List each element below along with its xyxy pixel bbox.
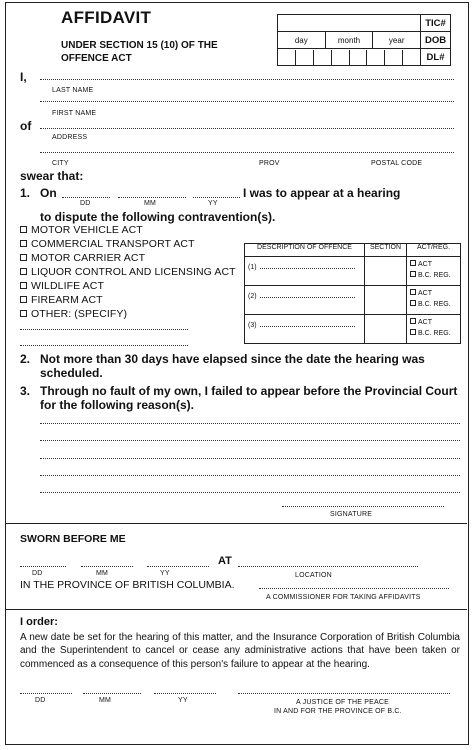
justice-caption-line2: IN AND FOR THE PROVINCE OF B.C. <box>274 708 402 715</box>
at-label: AT <box>218 555 232 567</box>
item2-line2: scheduled. <box>40 366 103 380</box>
dl-field[interactable] <box>278 49 421 66</box>
signature-line[interactable] <box>282 506 444 507</box>
sworn-yy-caption: YY <box>160 570 170 577</box>
bc-reg-option[interactable]: B.C. REG. <box>410 299 460 310</box>
checkbox-icon[interactable] <box>410 300 416 306</box>
offence-row <box>245 286 461 315</box>
offence-header-section: SECTION <box>365 244 407 257</box>
prov-caption: PROV <box>259 160 280 167</box>
item3-number: 3. <box>20 384 31 398</box>
sworn-month-line[interactable] <box>81 566 133 567</box>
checkbox-other[interactable]: OTHER: (SPECIFY) <box>20 308 127 320</box>
offence-actreg-cell <box>407 315 461 344</box>
postal-code-caption: POSTAL CODE <box>371 160 423 167</box>
reason-line-4[interactable] <box>40 475 460 476</box>
checkbox-icon[interactable] <box>20 254 27 261</box>
order-month-line[interactable] <box>83 693 141 694</box>
i-label: I, <box>20 70 27 84</box>
signature-caption: SIGNATURE <box>330 511 373 518</box>
item1-mm-caption: MM <box>144 200 157 207</box>
checkbox-wildlife-act[interactable]: WILDLIFE ACT <box>20 280 104 292</box>
item2-line1: Not more than 30 days have elapsed since the date the hearing was <box>40 352 425 366</box>
item1-on: On <box>40 186 57 200</box>
item1-text: I was to appear at a hearing <box>243 186 401 200</box>
item1-number: 1. <box>20 186 31 200</box>
justice-caption-line1: A JUSTICE OF THE PEACE <box>296 699 389 706</box>
checkbox-icon[interactable] <box>20 226 27 233</box>
checkbox-icon[interactable] <box>20 268 27 275</box>
sworn-dd-caption: DD <box>32 570 43 577</box>
checkbox-icon[interactable] <box>410 329 416 335</box>
checkbox-icon[interactable] <box>20 240 27 247</box>
offence-section-cell[interactable] <box>365 315 407 344</box>
item3-line2: for the following reason(s). <box>40 398 195 412</box>
address-line[interactable] <box>40 128 454 129</box>
first-name-caption: FIRST NAME <box>52 110 97 117</box>
item3-line1: Through no fault of my own, I failed to appear before the Provincial Court <box>40 384 458 398</box>
order-heading: I order: <box>20 616 58 628</box>
location-caption: LOCATION <box>295 572 332 579</box>
offence-row <box>245 315 461 344</box>
checkbox-icon[interactable] <box>410 289 416 295</box>
checkbox-icon[interactable] <box>410 318 416 324</box>
checkbox-commercial-transport-act[interactable]: COMMERCIAL TRANSPORT ACT <box>20 238 195 250</box>
checkbox-icon[interactable] <box>410 260 416 266</box>
offence-header-description: DESCRIPTION OF OFFENCE <box>245 244 365 257</box>
checkbox-firearm-act[interactable]: FIREARM ACT <box>20 294 103 306</box>
section-divider <box>6 523 467 524</box>
affidavit-form <box>5 2 469 745</box>
offence-actreg-cell <box>407 286 461 315</box>
swear-heading: swear that: <box>20 169 84 183</box>
reason-line-5[interactable] <box>40 492 460 493</box>
offence-section-cell[interactable] <box>365 286 407 315</box>
offence-actreg-cell <box>407 257 461 286</box>
checkbox-icon[interactable] <box>20 296 27 303</box>
item2-number: 2. <box>20 352 31 366</box>
order-day-line[interactable] <box>20 693 72 694</box>
of-label: of <box>20 119 32 133</box>
dob-month-label: month <box>325 32 373 49</box>
bc-reg-option[interactable]: B.C. REG. <box>410 270 460 281</box>
order-text: A new date be set for the hearing of this matter, and the Insurance Corporation of British Columbia and the Superintendent to cancel or cease any administrative actions that have been taken or commenced as a consequence of this person's failure to appear at the hearing. <box>20 632 460 670</box>
last-name-caption: LAST NAME <box>52 87 94 94</box>
reason-line-3[interactable] <box>40 458 460 459</box>
last-name-line[interactable] <box>40 79 454 80</box>
dob-year-label: year <box>373 32 421 49</box>
reason-line-1[interactable] <box>40 423 460 424</box>
dob-day-label: day <box>278 32 326 49</box>
province-text: IN THE PROVINCE OF BRITISH COLUMBIA. <box>20 579 235 591</box>
checkbox-icon[interactable] <box>410 271 416 277</box>
other-specify-line-1[interactable] <box>20 329 188 330</box>
hearing-day-line[interactable] <box>62 197 110 198</box>
location-line[interactable] <box>238 566 418 567</box>
reason-line-2[interactable] <box>40 440 460 441</box>
sworn-day-line[interactable] <box>20 566 66 567</box>
tic-label: TIC# <box>421 15 451 32</box>
item1-line2: to dispute the following contravention(s). <box>40 210 276 224</box>
tic-field[interactable] <box>278 15 421 32</box>
hearing-month-line[interactable] <box>118 197 186 198</box>
checkbox-liquor-control-act[interactable]: LIQUOR CONTROL AND LICENSING ACT <box>20 266 236 278</box>
order-dd-caption: DD <box>35 697 46 704</box>
checkbox-icon[interactable] <box>20 282 27 289</box>
offence-row <box>245 257 461 286</box>
checkbox-motor-carrier-act[interactable]: MOTOR CARRIER ACT <box>20 252 145 264</box>
form-subtitle-line2: OFFENCE ACT <box>61 53 132 64</box>
act-option[interactable]: ACT <box>410 259 460 270</box>
dl-label: DL# <box>421 49 451 66</box>
offence-header-actreg: ACT/REG. <box>407 244 461 257</box>
sworn-heading: SWORN BEFORE ME <box>20 533 126 545</box>
act-option[interactable]: ACT <box>410 317 460 328</box>
order-mm-caption: MM <box>99 697 112 704</box>
offence-description-cell[interactable]: (1) <box>245 257 365 286</box>
checkbox-motor-vehicle-act[interactable]: MOTOR VEHICLE ACT <box>20 224 143 236</box>
sworn-mm-caption: MM <box>96 570 109 577</box>
act-option[interactable]: ACT <box>410 288 460 299</box>
offence-description-cell[interactable]: (2) <box>245 286 365 315</box>
item1-dd-caption: DD <box>80 200 91 207</box>
checkbox-icon[interactable] <box>20 310 27 317</box>
offence-description-cell[interactable]: (3) <box>245 315 365 344</box>
order-yy-caption: YY <box>178 697 188 704</box>
sworn-year-line[interactable] <box>147 566 209 567</box>
id-box <box>277 14 451 66</box>
commissioner-caption: A COMMISSIONER FOR TAKING AFFIDAVITS <box>266 594 421 601</box>
commissioner-line[interactable] <box>259 588 449 589</box>
other-specify-line-2[interactable] <box>20 345 188 346</box>
address-caption: ADDRESS <box>52 134 88 141</box>
form-title: AFFIDAVIT <box>61 8 152 27</box>
bc-reg-option[interactable]: B.C. REG. <box>410 328 460 339</box>
order-year-line[interactable] <box>154 693 216 694</box>
justice-signature-line[interactable] <box>238 693 450 694</box>
city-line[interactable] <box>40 152 454 153</box>
form-subtitle-line1: UNDER SECTION 15 (10) OF THE <box>61 40 218 51</box>
offence-section-cell[interactable] <box>365 257 407 286</box>
hearing-year-line[interactable] <box>193 197 240 198</box>
city-caption: CITY <box>52 160 69 167</box>
item1-yy-caption: YY <box>208 200 218 207</box>
offence-table <box>244 243 461 344</box>
first-name-line[interactable] <box>40 101 454 102</box>
section-divider <box>6 609 467 610</box>
dob-label: DOB <box>421 32 451 49</box>
